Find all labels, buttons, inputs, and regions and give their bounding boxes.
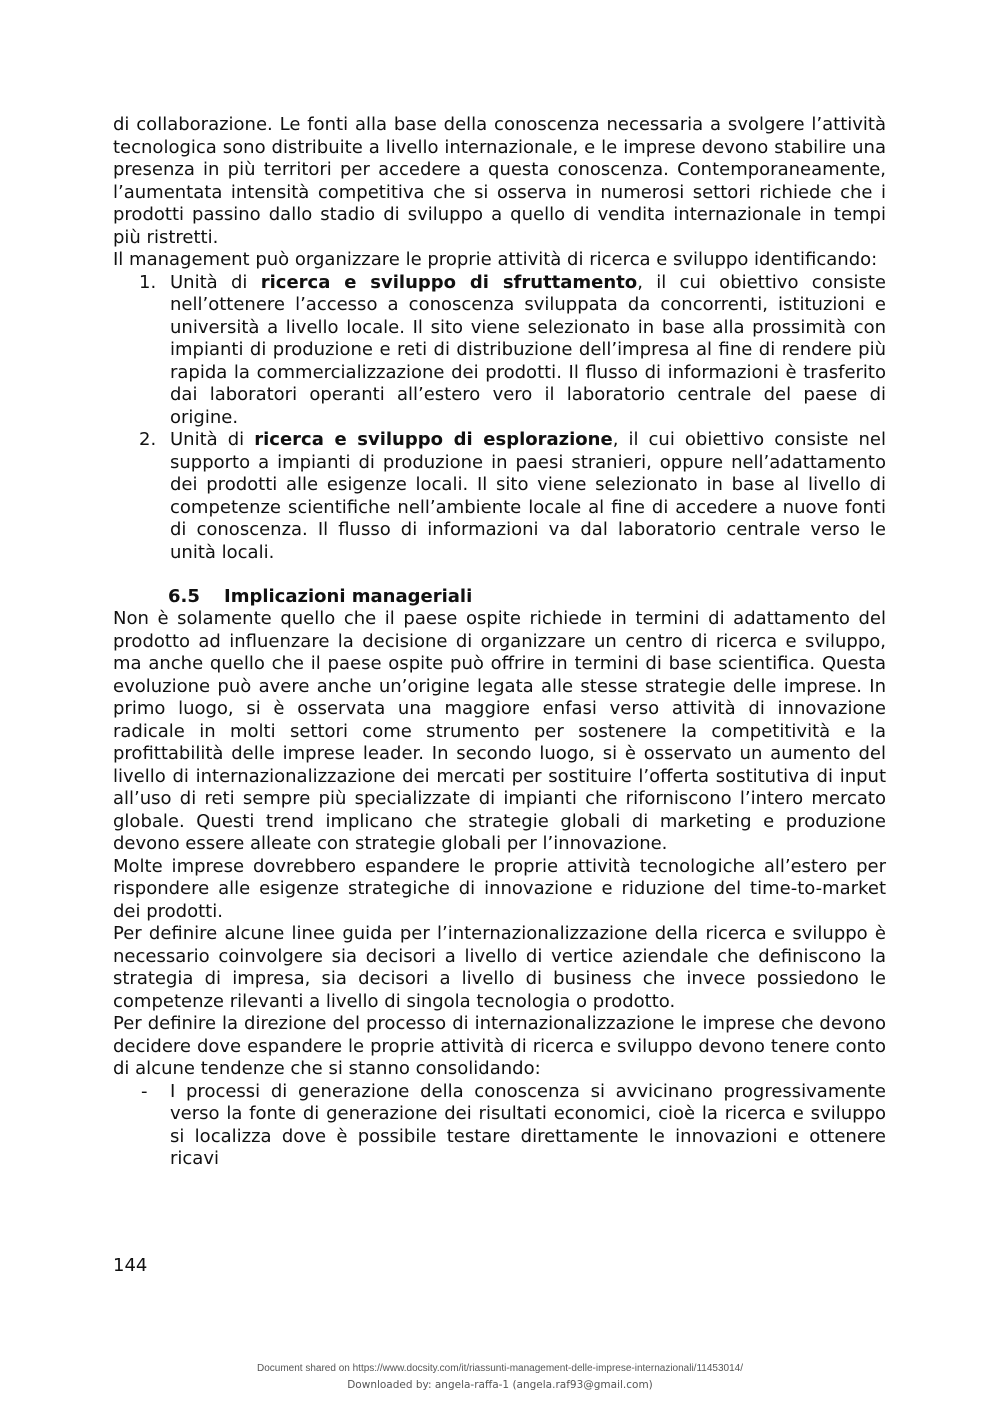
paragraph: Per definire la direzione del processo di internazionalizzazione le imprese che devono decidere dove espandere le proprie attività di ricerca e sviluppo devono tenere conto di alcune tendenze che si stanno consolidando: bbox=[113, 1013, 886, 1079]
paragraph: Per definire alcune linee guida per l’internazionalizzazione della ricerca e sviluppo è necessario coinvolgere sia decisori a livello di vertice aziendale che definiscono la strategia di impresa, sia decisori a livello di business che invece possiedono le competenze rilevanti a livello di singola tecnologia o prodotto. bbox=[113, 923, 886, 1012]
section-number: 6.5 bbox=[168, 586, 200, 607]
footer-downloaded-by: Downloaded by: angela-raffa-1 (angela.raf93@gmail.com) bbox=[347, 1379, 653, 1391]
section-heading bbox=[113, 586, 886, 608]
bold-term: ricerca e sviluppo di sfruttamento bbox=[260, 271, 638, 293]
document-page bbox=[113, 114, 886, 1171]
list-number: 2. bbox=[139, 429, 157, 450]
paragraph: Non è solamente quello che il paese ospite richiede in termini di adattamento del prodotto ad influenzare la decisione di organizzare un centro di ricerca e sviluppo, ma anche quello che il paese ospite può offrire in termini di base scientifica. Questa evoluzione può avere anche un’origine legata alle stesse strategie delle imprese. In primo luogo, si è osservata una maggiore enfasi verso attività di innovazione radicale in molti settori come strumento per sostenere la competitività e la profittabilità delle imprese leader. In secondo luogo, si è osservato un aumento del livello di internazionalizzazione dei mercati per sostituire l’offerta sostitutiva di input all’uso di reti sempre più specializzate di impianti che riforniscono l’intero mercato globale. Questi trend implicano che strategie globali di marketing e produzione devono essere alleate con strategie globali per l’innovazione. bbox=[113, 608, 886, 854]
list-item: 2. Unità di ricerca e sviluppo di esplorazione, il cui obiettivo consiste nel supporto a impianti di produzione in paesi stranieri, oppure nell’adattamento dei prodotti alle esigenze locali. Il sito viene selezionato in base al livello di competenze scientifiche nell’ambiente locale al fine di accedere a nuove fonti di conoscenza. Il flusso di informazioni va dal laboratorio centrale verso le unità locali. bbox=[139, 429, 887, 563]
bold-term: ricerca e sviluppo di esplorazione bbox=[254, 429, 613, 450]
numbered-list bbox=[113, 272, 886, 565]
list-dash: - bbox=[141, 1080, 148, 1102]
paragraph: Il management può organizzare le proprie attività di ricerca e sviluppo identificando: bbox=[113, 249, 878, 270]
paragraph: di collaborazione. Le fonti alla base della conoscenza necessaria a svolgere l’attività tecnologica sono distribuite a livello internazionale, e le imprese devono stabilire una presenza in più territori per accedere a questa conoscenza. Contemporaneamente, l’aumentata intensità competitiva che si osserva in numerosi settori richiede che i prodotti passino dallo stadio di sviluppo a quello di vendita internazionale in tempi più ristretti. bbox=[113, 114, 886, 248]
dash-list bbox=[113, 1081, 886, 1171]
list-number: 1. bbox=[139, 271, 157, 293]
paragraph: Molte imprese dovrebbero espandere le proprie attività tecnologiche all’estero per rispondere alle esigenze strategiche di innovazione e riduzione del time-to-market dei prodotti. bbox=[113, 855, 886, 922]
list-item: - I processi di generazione della conoscenza si avvicinano progressivamente verso la fonte di generazione dei risultati economici, cioè la ricerca e sviluppo si localizza dove è possibile testare direttamente le innovazioni e ottenere ricavi bbox=[141, 1080, 886, 1169]
footer-shared-link[interactable]: Document shared on https://www.docsity.com/it/riassunti-management-delle-imprese-internazionali/11453014/ bbox=[257, 1363, 743, 1374]
list-item: 1. Unità di ricerca e sviluppo di sfruttamento, il cui obiettivo consiste nell’ottenere l’accesso a conoscenza sviluppata da concorrenti, istituzioni e università a livello locale. Il sito viene selezionato in base alla prossimità con impianti di produzione e reti di distribuzione dell’impresa al fine di rendere più rapida la commercializzazione dei prodotti. Il flusso di informazioni è trasferito dai laboratori operanti all’estero vero il laboratorio centrale del paese di origine. bbox=[139, 271, 887, 428]
section-title: Implicazioni manageriali bbox=[224, 586, 473, 607]
page-number: 144 bbox=[113, 1255, 148, 1276]
